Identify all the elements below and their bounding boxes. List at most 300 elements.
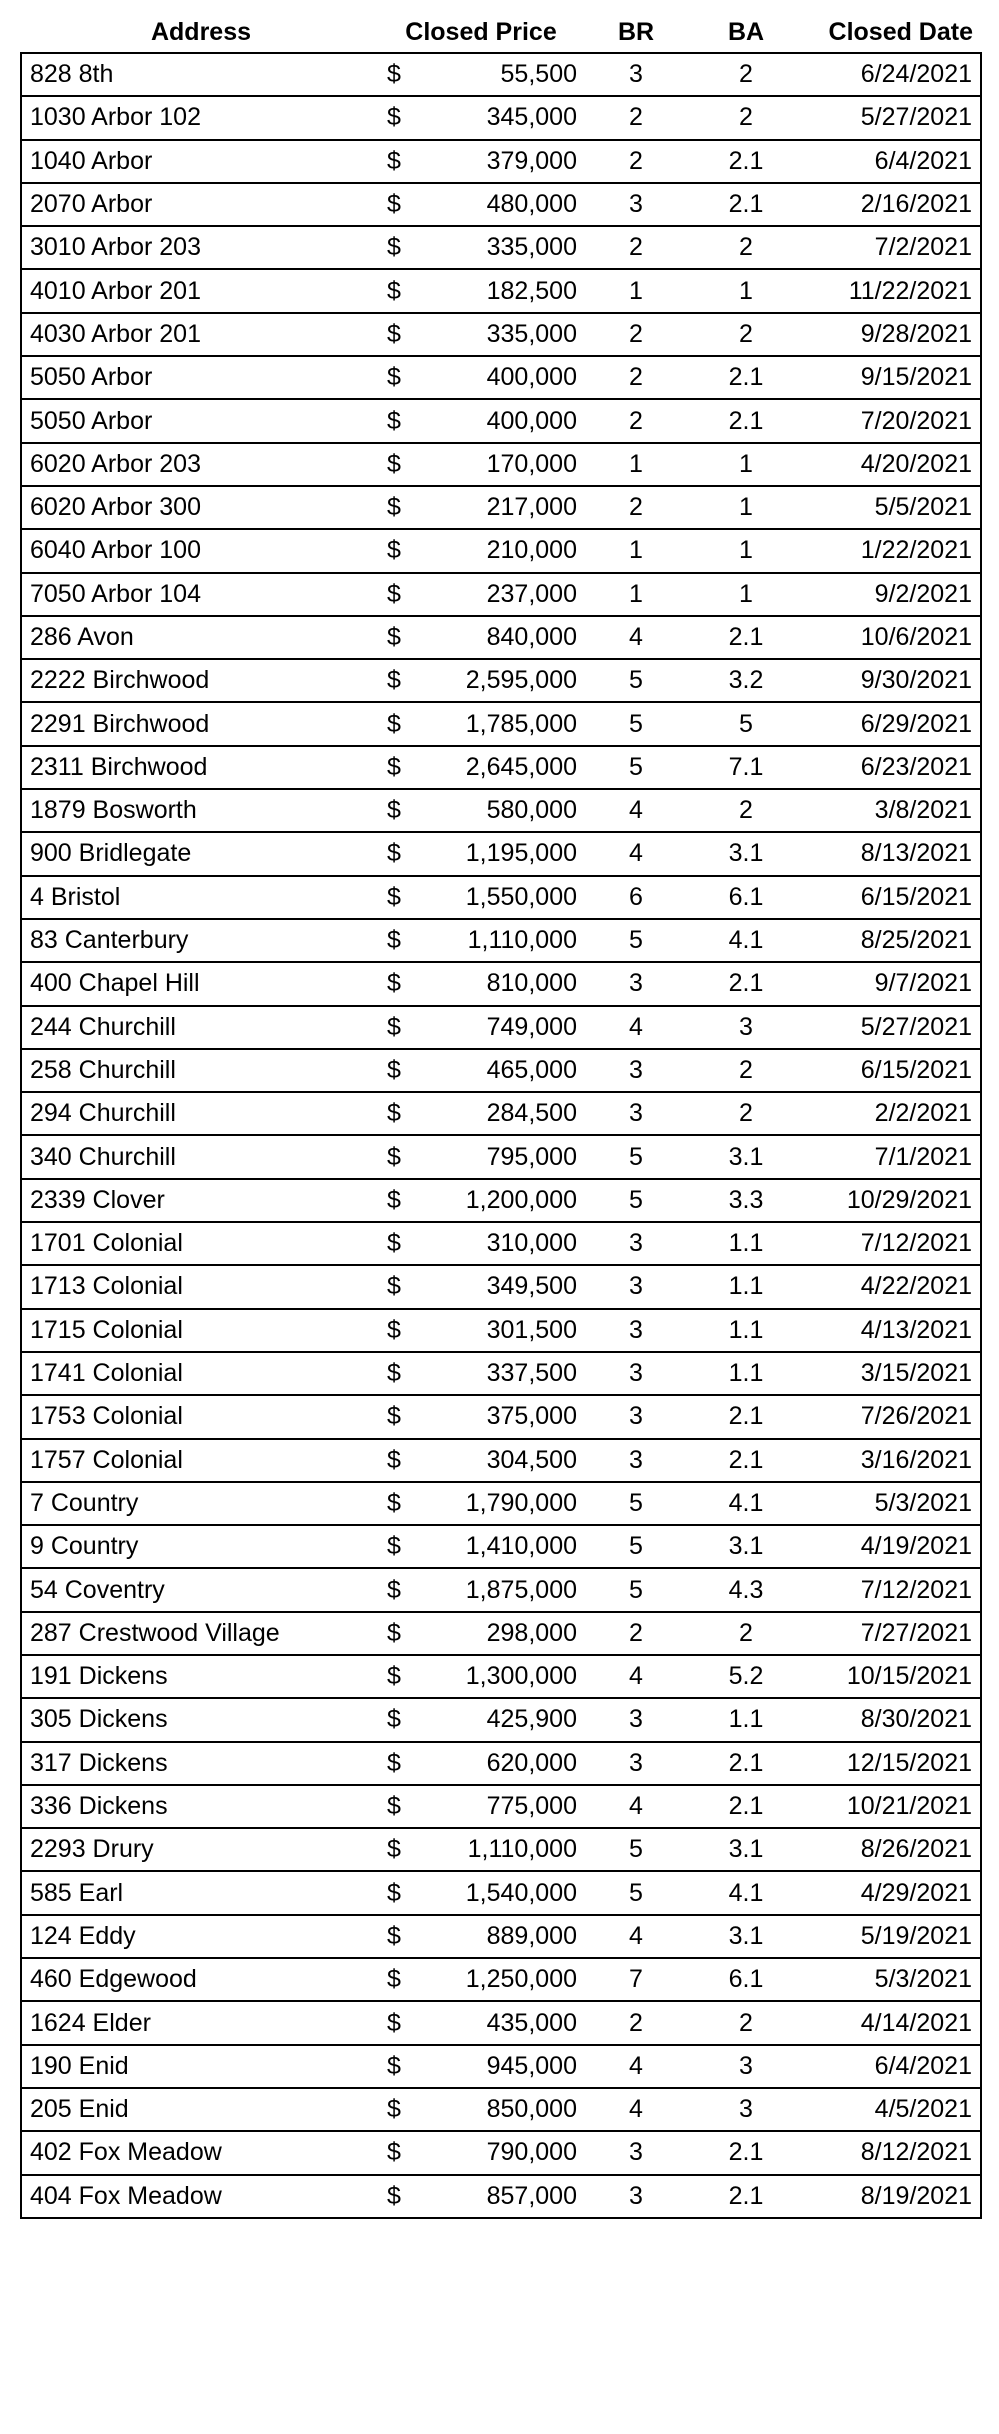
br-cell: 3: [581, 2131, 691, 2174]
ba-cell: 2.1: [691, 356, 801, 399]
price-value: 400,000: [486, 363, 577, 392]
header-ba: BA: [727, 17, 765, 46]
price-value: 237,000: [486, 579, 577, 608]
header-address: Address: [150, 17, 252, 46]
closed-price-cell: [381, 313, 581, 356]
price-value: 310,000: [486, 1229, 577, 1258]
address-cell: 1624 Elder: [21, 2001, 381, 2044]
price-value: 810,000: [486, 969, 577, 998]
currency-symbol: $: [387, 1748, 401, 1777]
table-row: [21, 443, 981, 486]
ba-cell: 1: [691, 269, 801, 312]
ba-cell: 3.1: [691, 832, 801, 875]
closed-price-cell: [381, 1915, 581, 1958]
ba-cell: 5.2: [691, 1655, 801, 1698]
ba-cell: 2.1: [691, 2175, 801, 2218]
currency-symbol: $: [387, 103, 401, 132]
closed-price-cell: [381, 832, 581, 875]
table-row: [21, 1482, 981, 1525]
table-row: [21, 1395, 981, 1438]
br-cell: 6: [581, 876, 691, 919]
closed-price-cell: [381, 529, 581, 572]
price-value: 335,000: [486, 319, 577, 348]
closed-date-cell: 9/15/2021: [801, 356, 981, 399]
ba-cell: 2.1: [691, 1785, 801, 1828]
price-value: 749,000: [486, 1012, 577, 1041]
address-cell: 124 Eddy: [21, 1915, 381, 1958]
address-cell: 1741 Colonial: [21, 1352, 381, 1395]
closed-price-cell: [381, 1612, 581, 1655]
ba-cell: 2.1: [691, 962, 801, 1005]
br-cell: 3: [581, 1395, 691, 1438]
closed-price-cell: [381, 1135, 581, 1178]
table-row: [21, 1222, 981, 1265]
price-value: 1,200,000: [465, 1185, 577, 1214]
closed-date-cell: 5/3/2021: [801, 1482, 981, 1525]
header-closed-price: Closed Price: [405, 17, 557, 46]
closed-date-cell: 6/4/2021: [801, 2045, 981, 2088]
closed-price-cell: [381, 659, 581, 702]
price-value: 480,000: [486, 190, 577, 219]
table-row: [21, 529, 981, 572]
closed-price-cell: [381, 789, 581, 832]
price-value: 1,250,000: [465, 1965, 577, 1994]
address-cell: 305 Dickens: [21, 1698, 381, 1741]
address-cell: 1757 Colonial: [21, 1439, 381, 1482]
currency-symbol: $: [387, 190, 401, 219]
address-cell: 1879 Bosworth: [21, 789, 381, 832]
br-cell: 3: [581, 962, 691, 1005]
price-value: 345,000: [486, 103, 577, 132]
br-cell: 2: [581, 1612, 691, 1655]
br-cell: 3: [581, 1742, 691, 1785]
price-value: 182,500: [486, 276, 577, 305]
ba-cell: 3.2: [691, 659, 801, 702]
closed-price-cell: [381, 443, 581, 486]
currency-symbol: $: [387, 1315, 401, 1344]
price-value: 1,540,000: [465, 1878, 577, 1907]
currency-symbol: $: [387, 1835, 401, 1864]
table-row: [21, 702, 981, 745]
closed-date-cell: 7/12/2021: [801, 1222, 981, 1265]
br-cell: 2: [581, 2001, 691, 2044]
address-cell: 2070 Arbor: [21, 183, 381, 226]
br-cell: 4: [581, 1915, 691, 1958]
closed-date-cell: 2/2/2021: [801, 1092, 981, 1135]
closed-price-cell: [381, 1828, 581, 1871]
closed-price-cell: [381, 1698, 581, 1741]
address-cell: 3010 Arbor 203: [21, 226, 381, 269]
address-cell: 4 Bristol: [21, 876, 381, 919]
table-row: [21, 876, 981, 919]
currency-symbol: $: [387, 969, 401, 998]
ba-cell: 2.1: [691, 2131, 801, 2174]
price-value: 1,110,000: [467, 1835, 577, 1864]
address-cell: 2339 Clover: [21, 1179, 381, 1222]
currency-symbol: $: [387, 2138, 401, 2167]
currency-symbol: $: [387, 363, 401, 392]
address-cell: 2311 Birchwood: [21, 746, 381, 789]
br-cell: 1: [581, 269, 691, 312]
br-cell: 4: [581, 1785, 691, 1828]
closed-price-cell: [381, 486, 581, 529]
currency-symbol: $: [387, 709, 401, 738]
address-cell: 4010 Arbor 201: [21, 269, 381, 312]
address-cell: 244 Churchill: [21, 1006, 381, 1049]
br-cell: 4: [581, 832, 691, 875]
closed-date-cell: 7/1/2021: [801, 1135, 981, 1178]
price-value: 298,000: [486, 1618, 577, 1647]
currency-symbol: $: [387, 1272, 401, 1301]
ba-cell: 4.1: [691, 1482, 801, 1525]
closed-price-cell: [381, 2131, 581, 2174]
br-cell: 5: [581, 659, 691, 702]
closed-date-cell: 8/26/2021: [801, 1828, 981, 1871]
closed-price-cell: [381, 919, 581, 962]
price-value: 217,000: [486, 493, 577, 522]
address-cell: 2222 Birchwood: [21, 659, 381, 702]
br-cell: 4: [581, 789, 691, 832]
currency-symbol: $: [387, 233, 401, 262]
address-cell: 6040 Arbor 100: [21, 529, 381, 572]
ba-cell: 1: [691, 529, 801, 572]
address-cell: 460 Edgewood: [21, 1958, 381, 2001]
table-row: [21, 1006, 981, 1049]
br-cell: 3: [581, 2175, 691, 2218]
closed-date-cell: 4/19/2021: [801, 1525, 981, 1568]
ba-cell: 6.1: [691, 876, 801, 919]
currency-symbol: $: [387, 752, 401, 781]
address-cell: 404 Fox Meadow: [21, 2175, 381, 2218]
closed-price-cell: [381, 53, 581, 96]
br-cell: 2: [581, 399, 691, 442]
closed-price-cell: [381, 1222, 581, 1265]
closed-price-cell: [381, 2175, 581, 2218]
br-cell: 3: [581, 1352, 691, 1395]
address-cell: 294 Churchill: [21, 1092, 381, 1135]
price-value: 790,000: [486, 2138, 577, 2167]
address-cell: 7 Country: [21, 1482, 381, 1525]
br-cell: 2: [581, 313, 691, 356]
closed-date-cell: 3/16/2021: [801, 1439, 981, 1482]
closed-date-cell: 8/12/2021: [801, 2131, 981, 2174]
price-value: 840,000: [486, 623, 577, 651]
currency-symbol: $: [387, 406, 401, 435]
closed-price-cell: [381, 1265, 581, 1308]
ba-cell: 4.1: [691, 919, 801, 962]
currency-symbol: $: [387, 319, 401, 348]
price-value: 337,500: [486, 1359, 577, 1388]
br-cell: 4: [581, 2045, 691, 2088]
br-cell: 3: [581, 1222, 691, 1265]
ba-cell: 4.1: [691, 1871, 801, 1914]
price-value: 55,500: [500, 60, 577, 89]
table-row: [21, 1049, 981, 1092]
sales-table-sheet: [20, 12, 980, 2219]
price-value: 335,000: [486, 233, 577, 262]
currency-symbol: $: [387, 2181, 401, 2210]
price-value: 620,000: [486, 1748, 577, 1777]
address-cell: 6020 Arbor 203: [21, 443, 381, 486]
ba-cell: 3.1: [691, 1915, 801, 1958]
currency-symbol: $: [387, 1488, 401, 1517]
currency-symbol: $: [387, 796, 401, 825]
closed-price-cell: [381, 2045, 581, 2088]
closed-date-cell: 6/23/2021: [801, 746, 981, 789]
table-row: [21, 616, 981, 659]
currency-symbol: $: [387, 449, 401, 478]
price-value: 349,500: [486, 1272, 577, 1301]
closed-date-cell: 6/4/2021: [801, 140, 981, 183]
closed-price-cell: [381, 356, 581, 399]
closed-price-cell: [381, 1049, 581, 1092]
closed-date-cell: 7/26/2021: [801, 1395, 981, 1438]
ba-cell: 2: [691, 53, 801, 96]
ba-cell: 3.1: [691, 1135, 801, 1178]
currency-symbol: $: [387, 926, 401, 955]
address-cell: 83 Canterbury: [21, 919, 381, 962]
closed-date-cell: 4/29/2021: [801, 1871, 981, 1914]
table-row: [21, 1828, 981, 1871]
table-row: [21, 1655, 981, 1698]
address-cell: 286 Avon: [21, 616, 381, 659]
closed-date-cell: 4/14/2021: [801, 2001, 981, 2044]
ba-cell: 2: [691, 96, 801, 139]
closed-date-cell: 8/30/2021: [801, 1698, 981, 1741]
address-cell: 6020 Arbor 300: [21, 486, 381, 529]
table-row: [21, 659, 981, 702]
ba-cell: 2.1: [691, 1742, 801, 1785]
closed-date-cell: 6/29/2021: [801, 702, 981, 745]
closed-sales-table: [20, 12, 982, 2219]
closed-price-cell: [381, 96, 581, 139]
br-cell: 5: [581, 702, 691, 745]
address-cell: 1715 Colonial: [21, 1309, 381, 1352]
closed-date-cell: 5/3/2021: [801, 1958, 981, 2001]
price-value: 400,000: [486, 406, 577, 435]
ba-cell: 2.1: [691, 399, 801, 442]
closed-price-cell: [381, 1958, 581, 2001]
table-row: [21, 832, 981, 875]
br-cell: 3: [581, 1439, 691, 1482]
closed-date-cell: 5/27/2021: [801, 1006, 981, 1049]
currency-symbol: $: [387, 1575, 401, 1604]
closed-date-cell: 3/8/2021: [801, 789, 981, 832]
currency-symbol: $: [387, 276, 401, 305]
address-cell: 287 Crestwood Village: [21, 1612, 381, 1655]
closed-price-cell: [381, 1395, 581, 1438]
br-cell: 4: [581, 616, 691, 659]
ba-cell: 3: [691, 2045, 801, 2088]
currency-symbol: $: [387, 1099, 401, 1128]
table-row: [21, 1612, 981, 1655]
ba-cell: 3: [691, 2088, 801, 2131]
closed-price-cell: [381, 140, 581, 183]
table-row: [21, 53, 981, 96]
address-cell: 191 Dickens: [21, 1655, 381, 1698]
closed-price-cell: [381, 616, 581, 659]
ba-cell: 1.1: [691, 1698, 801, 1741]
price-value: 304,500: [486, 1445, 577, 1474]
currency-symbol: $: [387, 882, 401, 911]
address-cell: 400 Chapel Hill: [21, 962, 381, 1005]
ba-cell: 3.1: [691, 1525, 801, 1568]
closed-date-cell: 9/28/2021: [801, 313, 981, 356]
price-value: 857,000: [486, 2181, 577, 2210]
currency-symbol: $: [387, 2051, 401, 2080]
address-cell: 402 Fox Meadow: [21, 2131, 381, 2174]
table-row: [21, 1439, 981, 1482]
address-cell: 2291 Birchwood: [21, 702, 381, 745]
br-cell: 3: [581, 53, 691, 96]
closed-price-cell: [381, 573, 581, 616]
price-value: 795,000: [486, 1142, 577, 1171]
table-row: [21, 1352, 981, 1395]
closed-date-cell: 7/20/2021: [801, 399, 981, 442]
closed-price-cell: [381, 1179, 581, 1222]
address-cell: 5050 Arbor: [21, 399, 381, 442]
table-row: [21, 2001, 981, 2044]
closed-date-cell: 4/5/2021: [801, 2088, 981, 2131]
closed-price-cell: [381, 1352, 581, 1395]
currency-symbol: $: [387, 1662, 401, 1691]
table-row: [21, 1915, 981, 1958]
ba-cell: 1.1: [691, 1265, 801, 1308]
br-cell: 2: [581, 226, 691, 269]
closed-price-cell: [381, 1655, 581, 1698]
closed-price-cell: [381, 962, 581, 1005]
br-cell: 5: [581, 1525, 691, 1568]
currency-symbol: $: [387, 1402, 401, 1431]
closed-date-cell: 10/21/2021: [801, 1785, 981, 1828]
ba-cell: 4.3: [691, 1568, 801, 1611]
currency-symbol: $: [387, 1359, 401, 1388]
table-row: [21, 399, 981, 442]
ba-cell: 2.1: [691, 1439, 801, 1482]
price-value: 775,000: [486, 1792, 577, 1821]
ba-cell: 1: [691, 573, 801, 616]
br-cell: 1: [581, 529, 691, 572]
closed-date-cell: 4/22/2021: [801, 1265, 981, 1308]
closed-price-cell: [381, 1006, 581, 1049]
closed-price-cell: [381, 183, 581, 226]
br-cell: 5: [581, 746, 691, 789]
ba-cell: 2.1: [691, 183, 801, 226]
br-cell: 5: [581, 1871, 691, 1914]
br-cell: 5: [581, 1135, 691, 1178]
br-cell: 3: [581, 1309, 691, 1352]
closed-date-cell: 8/13/2021: [801, 832, 981, 875]
br-cell: 2: [581, 356, 691, 399]
table-row: [21, 2088, 981, 2131]
table-row: [21, 962, 981, 1005]
price-value: 1,300,000: [465, 1662, 577, 1691]
closed-price-cell: [381, 399, 581, 442]
currency-symbol: $: [387, 1185, 401, 1214]
closed-price-cell: [381, 1871, 581, 1914]
header-br: BR: [617, 17, 655, 46]
table-row: [21, 2175, 981, 2218]
currency-symbol: $: [387, 1792, 401, 1821]
table-row: [21, 1179, 981, 1222]
closed-price-cell: [381, 1525, 581, 1568]
br-cell: 1: [581, 443, 691, 486]
ba-cell: 6.1: [691, 1958, 801, 2001]
br-cell: 3: [581, 1265, 691, 1308]
ba-cell: 1.1: [691, 1222, 801, 1265]
currency-symbol: $: [387, 1618, 401, 1647]
ba-cell: 2: [691, 313, 801, 356]
br-cell: 5: [581, 1482, 691, 1525]
closed-date-cell: 5/5/2021: [801, 486, 981, 529]
table-row: [21, 183, 981, 226]
address-cell: 1040 Arbor: [21, 140, 381, 183]
ba-cell: 3.3: [691, 1179, 801, 1222]
header-row: [21, 12, 981, 53]
br-cell: 3: [581, 183, 691, 226]
closed-date-cell: 11/22/2021: [801, 269, 981, 312]
br-cell: 2: [581, 96, 691, 139]
br-cell: 4: [581, 1006, 691, 1049]
br-cell: 7: [581, 1958, 691, 2001]
closed-date-cell: 6/15/2021: [801, 1049, 981, 1092]
closed-date-cell: 5/19/2021: [801, 1915, 981, 1958]
ba-cell: 2: [691, 1049, 801, 1092]
address-cell: 1701 Colonial: [21, 1222, 381, 1265]
closed-date-cell: 9/7/2021: [801, 962, 981, 1005]
currency-symbol: $: [387, 1012, 401, 1041]
table-row: [21, 746, 981, 789]
price-value: 945,000: [486, 2051, 577, 2080]
table-row: [21, 96, 981, 139]
address-cell: 54 Coventry: [21, 1568, 381, 1611]
br-cell: 2: [581, 486, 691, 529]
currency-symbol: $: [387, 579, 401, 608]
currency-symbol: $: [387, 2008, 401, 2037]
address-cell: 1030 Arbor 102: [21, 96, 381, 139]
table-row: [21, 1092, 981, 1135]
address-cell: 585 Earl: [21, 1871, 381, 1914]
ba-cell: 1: [691, 443, 801, 486]
closed-date-cell: 4/20/2021: [801, 443, 981, 486]
table-row: [21, 356, 981, 399]
table-row: [21, 1742, 981, 1785]
currency-symbol: $: [387, 60, 401, 89]
table-row: [21, 919, 981, 962]
price-value: 889,000: [486, 1921, 577, 1950]
closed-date-cell: 2/16/2021: [801, 183, 981, 226]
ba-cell: 7.1: [691, 746, 801, 789]
closed-date-cell: 7/12/2021: [801, 1568, 981, 1611]
ba-cell: 2.1: [691, 1395, 801, 1438]
ba-cell: 2.1: [691, 616, 801, 659]
closed-price-cell: [381, 702, 581, 745]
table-row: [21, 226, 981, 269]
address-cell: 317 Dickens: [21, 1742, 381, 1785]
closed-price-cell: [381, 1092, 581, 1135]
table-row: [21, 2131, 981, 2174]
closed-price-cell: [381, 269, 581, 312]
currency-symbol: $: [387, 2095, 401, 2124]
ba-cell: 3.1: [691, 1828, 801, 1871]
ba-cell: 2: [691, 789, 801, 832]
closed-price-cell: [381, 1439, 581, 1482]
br-cell: 5: [581, 1828, 691, 1871]
closed-date-cell: 4/13/2021: [801, 1309, 981, 1352]
closed-date-cell: 6/24/2021: [801, 53, 981, 96]
br-cell: 5: [581, 1568, 691, 1611]
closed-date-cell: 10/15/2021: [801, 1655, 981, 1698]
